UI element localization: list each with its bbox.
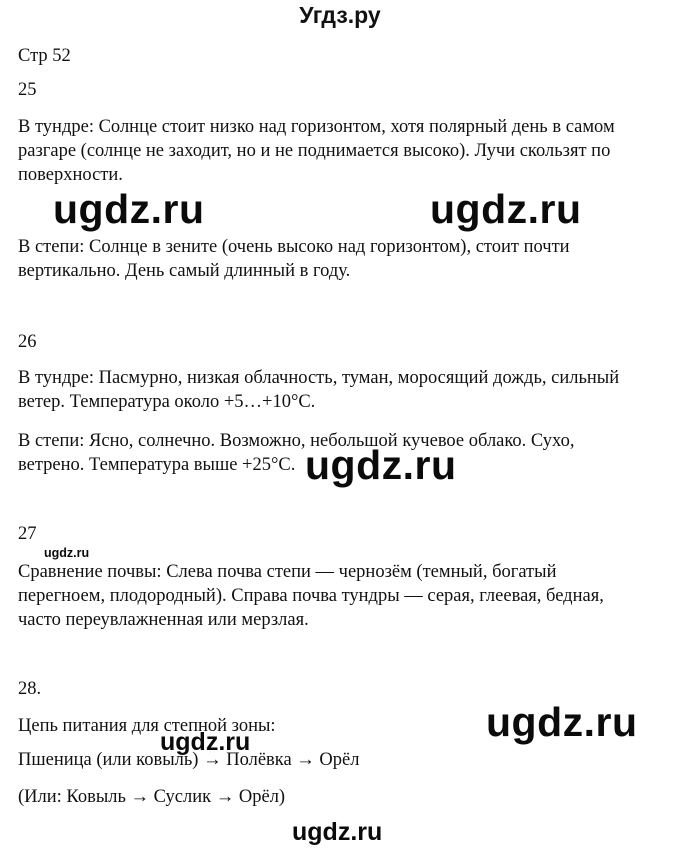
watermark-footer: ugdz.ru [292, 818, 383, 846]
watermark: ugdz.ru [53, 186, 205, 232]
text-line: перегноем, плодородный). Справа почва тундры — серая, глеевая, бедная, [18, 586, 604, 606]
section-number: 28. [18, 679, 42, 699]
text-line: ветрено. Температура выше +25°C. [18, 455, 296, 475]
watermark: ugdz.ru [305, 442, 457, 488]
text-line: разгаре (солнце не заходит, но и не поднимается высоко). Лучи скользят по [18, 141, 611, 161]
text-line: (Или: Ковыль → Суслик → Орёл) [18, 787, 286, 807]
watermark: ugdz.ru [486, 699, 638, 745]
text-line: часто переувлажненная или мерзлая. [18, 610, 309, 630]
watermark: ugdz.ru [44, 546, 90, 560]
text-line: вертикально. День самый длинный в году. [18, 261, 351, 281]
watermark: ugdz.ru [430, 186, 582, 232]
section-number: 27 [18, 524, 37, 544]
text-line: Пшеница (или ковыль) → Полёвка → Орёл [18, 750, 360, 770]
text-line: ветер. Температура около +5…+10°C. [18, 392, 316, 412]
section-number: 25 [18, 80, 37, 100]
text-line: Цепь питания для степной зоны: [18, 716, 276, 736]
section-number: 26 [18, 332, 37, 352]
page-reference: Стр 52 [18, 46, 71, 66]
text-line: В степи: Солнце в зените (очень высоко над горизонтом), стоит почти [18, 237, 570, 257]
text-line: В тундре: Пасмурно, низкая облачность, туман, моросящий дождь, сильный [18, 368, 620, 388]
site-header-title: Угдз.ру [299, 2, 381, 28]
watermark: ugdz.ru [160, 728, 251, 756]
text-line: Сравнение почвы: Слева почва степи — чернозём (темный, богатый [18, 562, 557, 582]
text-line: поверхности. [18, 165, 123, 185]
text-line: В степи: Ясно, солнечно. Возможно, небольшой кучевое облако. Сухо, [18, 431, 575, 451]
text-line: В тундре: Солнце стоит низко над горизонтом, хотя полярный день в самом [18, 117, 615, 137]
